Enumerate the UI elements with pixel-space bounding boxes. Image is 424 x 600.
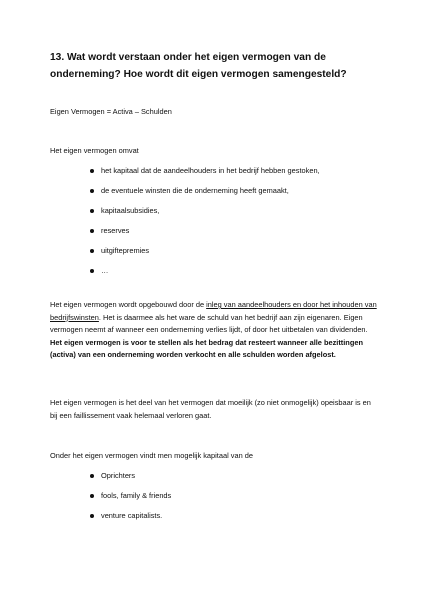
paragraph-opbouw <box>50 299 380 362</box>
list-item-text: … <box>101 266 109 275</box>
list-item-text: uitgiftepremies <box>101 246 150 255</box>
bullet-icon <box>90 494 94 498</box>
paragraph-text: . Het is daarmee als het ware de schuld van het bedrijf aan zijn eigenaren. Eigen vermogen neemt af wanneer een onderneming verlies lijdt, of door het uitbetalen van dividenden. <box>50 312 368 334</box>
list-item-text: venture capitalists. <box>101 511 163 520</box>
bullet-icon <box>90 209 94 213</box>
list-item-text: reserves <box>101 226 130 235</box>
capital-sources-list <box>0 470 424 530</box>
list-item <box>0 510 424 530</box>
bullet-icon <box>90 189 94 193</box>
list-item <box>0 185 424 205</box>
list-item-text: fools, family & friends <box>101 491 172 500</box>
bullet-icon <box>90 474 94 478</box>
list-item-text: het kapitaal dat de aandeelhouders in het bedrijf hebben gestoken, <box>101 166 320 175</box>
list-item <box>0 245 424 265</box>
list-item <box>0 490 424 510</box>
bullet-icon <box>90 269 94 273</box>
intro-line-2: Onder het eigen vermogen vindt men mogelijk kapitaal van de <box>50 451 253 460</box>
list-item <box>0 470 424 490</box>
question-heading: 13. Wat wordt verstaan onder het eigen vermogen van de onderneming? Hoe wordt dit eigen vermogen samengesteld? <box>50 52 347 80</box>
bullet-icon <box>90 514 94 518</box>
formula-line: Eigen Vermogen = Activa – Schulden <box>50 107 172 116</box>
bold-definition: Het eigen vermogen is voor te stellen als het bedrag dat resteert wanneer alle bezittingen (activa) van een onderneming worden verkocht en alle schulden worden afgelost. <box>50 337 363 359</box>
list-item-text: kapitaalsubsidies, <box>101 206 160 215</box>
list-item-text: Oprichters <box>101 471 136 480</box>
bullet-icon <box>90 249 94 253</box>
paragraph-opeisbaar: Het eigen vermogen is het deel van het vermogen dat moeilijk (zo niet onmogelijk) opeisbaar is en bij een faillissement vaak helemaal verloren gaat. <box>50 398 371 420</box>
list-item <box>0 225 424 245</box>
intro-line: Het eigen vermogen omvat <box>50 146 139 155</box>
bullet-icon <box>90 229 94 233</box>
bullet-icon <box>90 169 94 173</box>
paragraph-text: Het eigen vermogen wordt opgebouwd door de <box>50 300 207 309</box>
components-list <box>0 165 424 285</box>
list-item <box>0 165 424 185</box>
underlined-phrase: inleg van aandeelhouders en door het inhouden van bedrijfswinsten <box>50 300 377 322</box>
list-item <box>0 205 424 225</box>
list-item <box>0 265 424 285</box>
list-item-text: de eventuele winsten die de onderneming heeft gemaakt, <box>101 186 289 195</box>
